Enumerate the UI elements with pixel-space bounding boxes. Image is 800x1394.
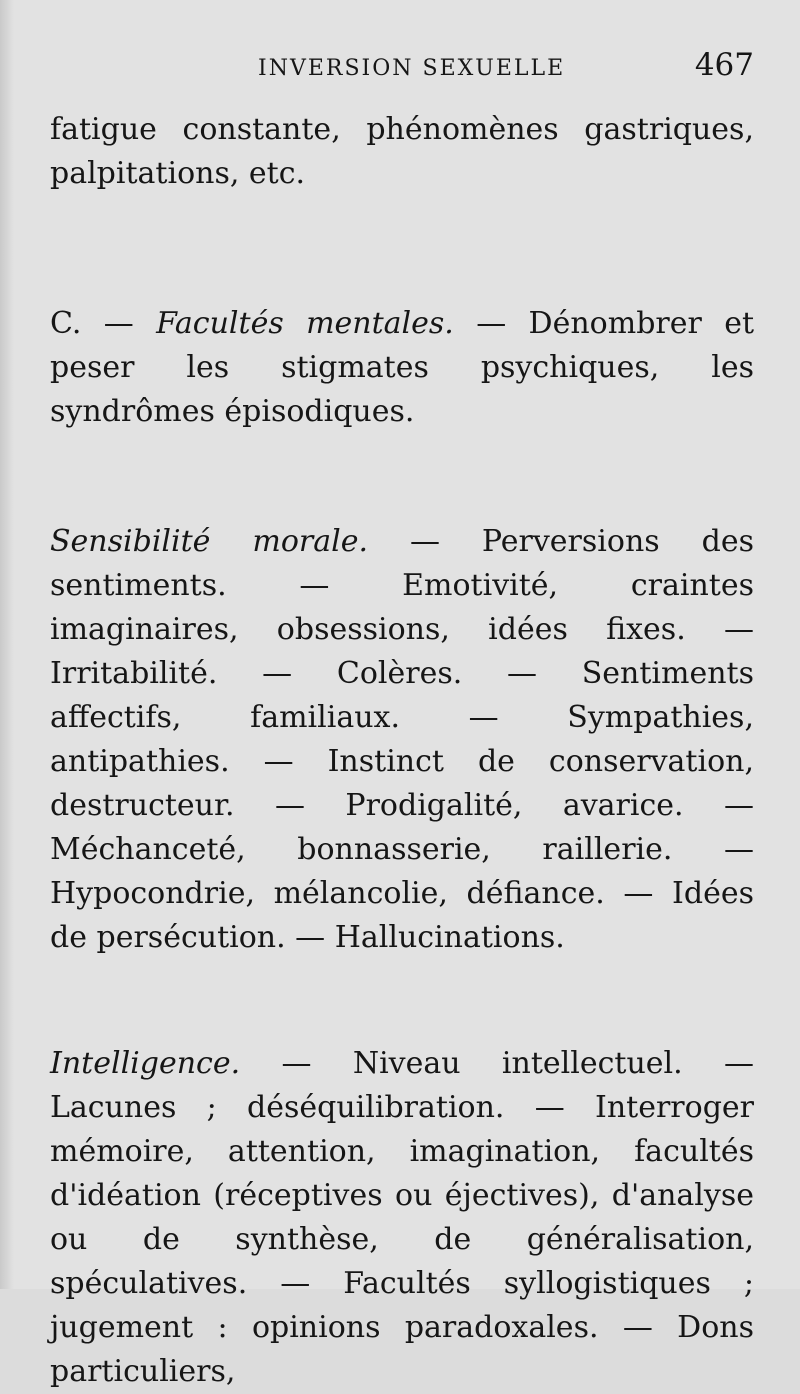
running-title: INVERSION SEXUELLE <box>258 56 566 81</box>
page-number: 467 <box>694 47 754 83</box>
section-prefix: C. — <box>50 306 157 341</box>
paragraph-text: — Dénombrer et peser les stigmates psychiques, les syndrômes épisodiques. <box>50 306 754 429</box>
paragraph-facultes-mentales <box>50 302 754 434</box>
page-edge-shadow <box>0 0 14 1289</box>
paragraph-text: — Niveau intellectuel. — Lacunes ; déséquilibration. — Interroger mémoire, attention, imagination, facultés d'idéation (réceptives ou éjectives), d'analyse ou de synthèse, de généralisation, spéculatives. — Facultés syllogistiques ; jugement : opinions paradoxales. — Dons particuliers, <box>50 1046 754 1389</box>
paragraph-text: fatigue constante, phénomènes gastriques, palpitations, etc. <box>50 112 754 191</box>
subsection-heading: Sensibilité morale. <box>50 524 368 559</box>
paragraph-text: — Perversions des sentiments. — Emotivité, craintes imaginaires, obsessions, idées fixes. — Irritabilité. — Colères. — Sentiments affectifs, familiaux. — Sympathies, antipathies. — Instinct de conservation, destructeur. — Prodigalité, avarice. — Méchanceté, bonnasserie, raillerie. — Hypocondrie, mélancolie, défiance. — Idées de persécution. — Hallucinations. <box>50 524 754 955</box>
paragraph-intelligence <box>50 1042 754 1394</box>
section-heading: Facultés mentales. <box>156 306 454 341</box>
paragraph-continuation <box>50 108 754 196</box>
subsection-heading: Intelligence. <box>50 1046 241 1081</box>
page-header <box>50 0 754 98</box>
paragraph-sensibilite-morale <box>50 520 754 960</box>
